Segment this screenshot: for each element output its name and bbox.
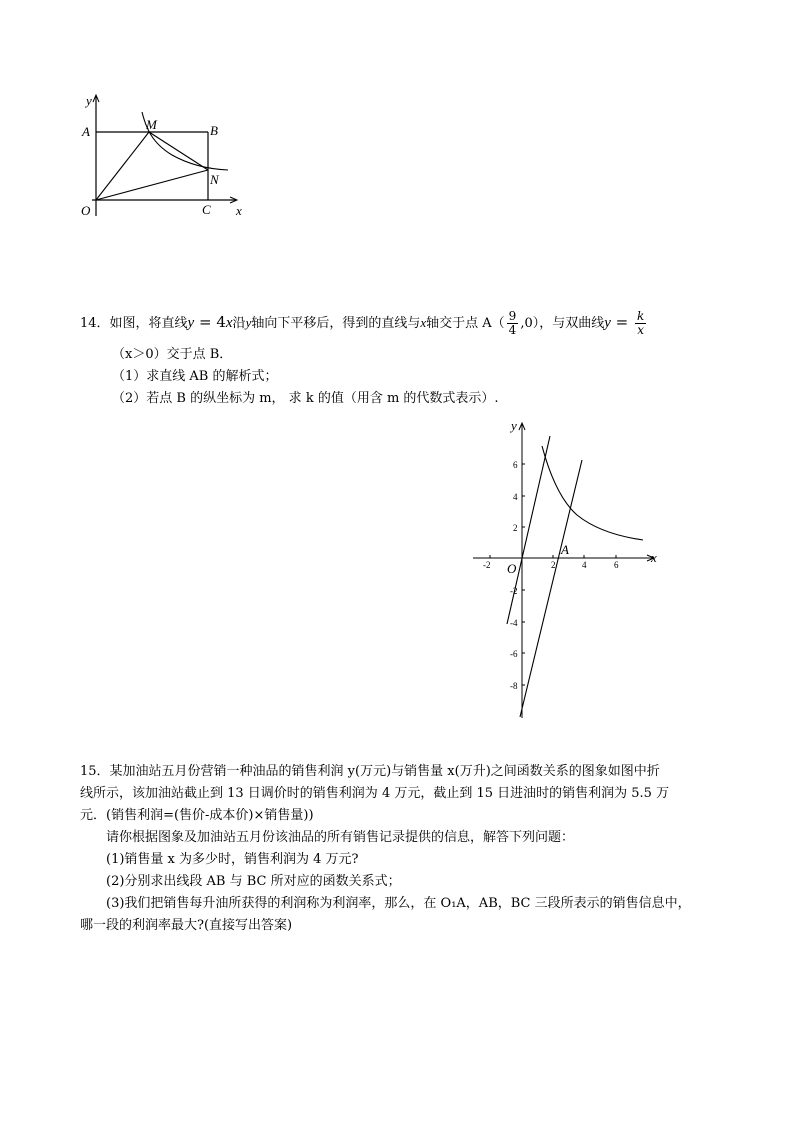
q14-text-c: 轴向下平移后，得到的直线与 (251, 316, 421, 331)
fig14-line-AB (520, 460, 582, 717)
q14-x-var: x (420, 315, 427, 330)
fig14-ylabel-neg6: -6 (510, 649, 518, 659)
figure-coordinate-graph (465, 412, 670, 720)
fig14-ylabel-neg4: -4 (510, 618, 518, 628)
fig14-xlabel-2: 2 (551, 560, 556, 570)
fig14-ylabel-2: 2 (513, 523, 518, 533)
q15-line-1: 15．某加油站五月份营销一种油品的销售利润 y(万元)与销售量 x(万升)之间函数关系的图象如图中折 (80, 764, 660, 779)
q15-line-4: 请你根据图象及加油站五月份该油品的所有销售记录提供的信息，解答下列问题： (106, 830, 575, 845)
q14-line-1 (80, 310, 648, 337)
fig13-segment-MN (149, 132, 208, 170)
fig14-xlabel-4: 4 (582, 560, 587, 570)
q14-line-4: （2）若点 B 的纵坐标为 m， 求 k 的值（用含 m 的代数式表示）. (112, 391, 499, 406)
q14-y-var: y (245, 315, 252, 330)
q15-line-2: 线所示，该加油站截止到 13 日调价时的销售利润为 4 万元，截止到 15 日进油时的销售利润为 5.5 万 (80, 786, 670, 801)
q14-eq-mid: = 4 (194, 313, 226, 331)
q14-line-2: （x＞0）交于点 B． (112, 347, 233, 362)
fig14-ylabel-6: 6 (513, 460, 518, 470)
q14-eq2: = (610, 313, 633, 331)
q15-line-7: (3)我们把销售每升油所获得的利润称为利润率，那么，在 O₁A，AB，BC 三段所表示的销售信息中， (106, 896, 691, 911)
q14-eq-x: x (225, 315, 233, 331)
fig13-segment-ON (96, 170, 208, 200)
fig13-label-x: x (236, 203, 242, 218)
q14-line-3: （1）求直线 AB 的解析式； (112, 369, 278, 384)
fig14-label-O: O (507, 561, 517, 576)
fig14-label-A: A (561, 542, 569, 557)
q15-line-8: 哪一段的利润率最大?(直接写出答案) (80, 918, 293, 933)
q14-text-b: 沿 (232, 316, 246, 331)
q14-y2-var: y (604, 315, 611, 331)
q14-text-e: ,0），与双曲线 (520, 316, 605, 331)
q14-eq-y: y (187, 315, 195, 331)
fig14-label-y: y (511, 418, 517, 433)
fig14-label-x: x (651, 550, 657, 565)
q14-fraction-k-x: $\frac{k}{x}$ (637, 309, 645, 337)
fig14-ylabel-neg8: -8 (510, 681, 518, 691)
fig13-label-M: M (146, 117, 157, 132)
q15-line-3: 元．(销售利润=(售价-成本价)×销售量)) (80, 808, 314, 823)
fig14-ylabel-4: 4 (513, 492, 518, 502)
fig13-segment-OM (96, 132, 149, 200)
fig14-xlabel-6: 6 (614, 560, 619, 570)
fig13-label-y: y (86, 93, 92, 108)
fig14-xlabel-neg2: -2 (483, 560, 491, 570)
fig13-label-N: N (210, 172, 219, 187)
q15-line-5: (1)销售量 x 为多少时，销售利润为 4 万元? (106, 852, 359, 867)
figure-rectangle-hyperbola (76, 88, 256, 223)
fig13-label-A: A (82, 124, 90, 139)
fig13-label-C: C (202, 202, 211, 217)
fig14-hyperbola (542, 446, 643, 540)
q14-fraction-9-4: $\frac{9}{4}$ (508, 309, 517, 337)
q15-line-6: (2)分别求出线段 AB 与 BC 所对应的函数关系式； (106, 874, 401, 889)
q14-text-d: 轴交于点 A（ (426, 316, 505, 331)
q14-text-a: 14．如图，将直线 (80, 316, 188, 331)
fig13-label-B: B (210, 123, 218, 138)
fig14-ylabel-neg2: -2 (510, 586, 518, 596)
fig13-label-O: O (81, 203, 91, 218)
